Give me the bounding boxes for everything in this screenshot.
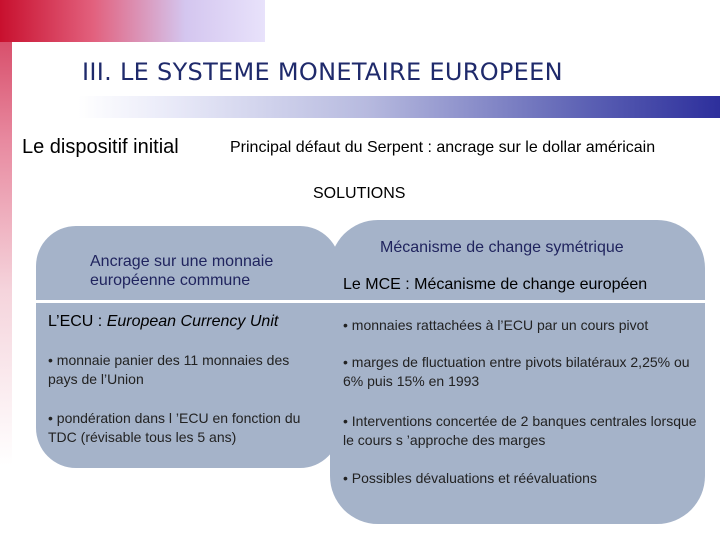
title-underline-bar bbox=[78, 96, 720, 118]
right-item-4: • Possibles dévaluations et réévaluations bbox=[343, 470, 597, 486]
corner-decoration bbox=[0, 0, 265, 42]
right-panel-heading: Mécanisme de change symétrique bbox=[380, 239, 624, 256]
right-item-2: • marges de fluctuation entre pivots bilatéraux 2,25% ou 6% puis 15% en 1993 bbox=[343, 354, 690, 389]
left-decoration-bar bbox=[0, 42, 12, 540]
right-item-1: • monnaies rattachées à l’ECU par un cours pivot bbox=[343, 317, 649, 333]
slide-title: III. LE SYSTEME MONETAIRE EUROPEEN bbox=[82, 58, 563, 86]
horizontal-divider bbox=[36, 300, 716, 303]
left-item-1: • monnaie panier des 11 monnaies des pays de l’Union bbox=[48, 352, 290, 387]
solutions-label: SOLUTIONS bbox=[313, 185, 406, 202]
left-panel-heading: Ancrage sur une monnaie européenne commune bbox=[90, 253, 274, 289]
slide-subtitle: Le dispositif initial bbox=[22, 136, 179, 158]
ecu-prefix: L’ECU : bbox=[48, 313, 107, 330]
ecu-heading bbox=[48, 313, 278, 331]
left-item-2: • pondération dans l ’ECU en fonction du TDC (révisable tous les 5 ans) bbox=[48, 410, 301, 445]
ecu-name: European Currency Unit bbox=[106, 313, 279, 330]
mce-heading: Le MCE : Mécanisme de change européen bbox=[343, 276, 648, 293]
intro-text: Principal défaut du Serpent : ancrage sur le dollar américain bbox=[230, 139, 656, 156]
right-item-3: • Interventions concertée de 2 banques centrales lorsque le cours s ’approche des marges bbox=[343, 413, 697, 448]
